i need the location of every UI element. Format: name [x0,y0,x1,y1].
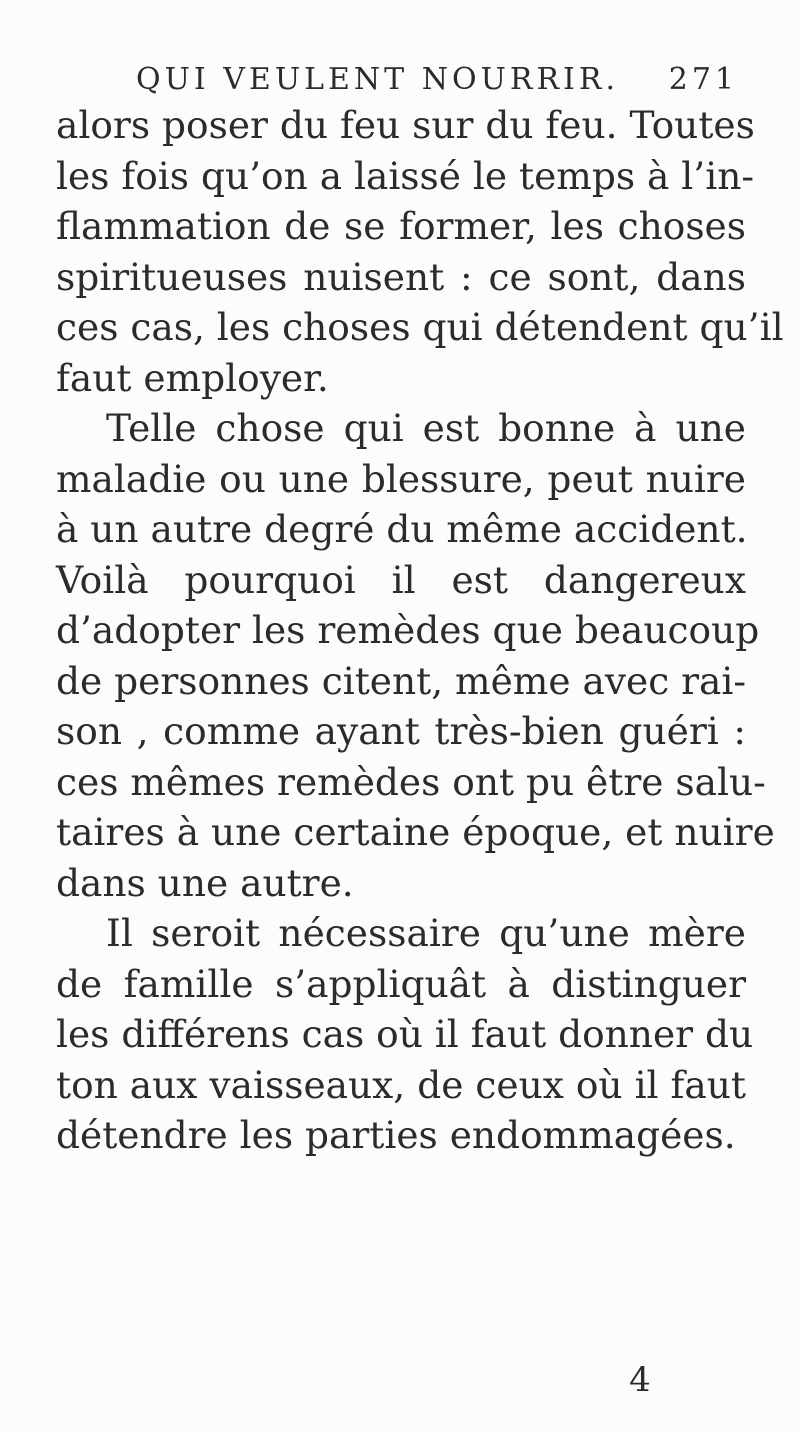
text-line: flammation de se former, les choses [56,204,746,248]
text-line: faut employer. [56,355,329,400]
text-line: alors poser du feu sur du feu. Toutes [56,103,755,147]
text-line: de famille s’appliquât à distinguer [56,961,746,1006]
text-line: maladie ou une blessure, peut nuire [56,456,746,501]
page-number: 271 [668,62,738,97]
text-line: ces mêmes remèdes ont pu être salu- [56,759,766,804]
text-line: ces cas, les choses qui détendent qu’il [56,305,784,349]
text-line: dans une autre. [56,860,354,905]
running-title: QUI VEULENT NOURRIR. [136,62,620,97]
text-line: Il seroit nécessaire qu’une mère [106,911,746,955]
running-head [136,62,738,102]
text-line: les différens cas où il faut donner du [56,1012,754,1056]
text-line: les fois qu’on a laissé le temps à l’in- [56,153,755,198]
text-line: détendre les parties endommagées. [56,1113,736,1157]
text-line: d’adopter les remèdes que beaucoup [56,608,760,652]
text-line: Voilà pourquoi il est dangereux [56,557,746,602]
text-line: Telle chose qui est bonne à une [106,406,746,450]
signature-mark: 4 [629,1360,651,1400]
text-line: spiritueuses nuisent : ce sont, dans [56,254,746,299]
text-line: ton aux vaisseaux, de ceux où il faut [56,1062,746,1107]
text-line: à un autre degré du même accident. [56,507,748,551]
body-text [56,100,784,1161]
text-line: de personnes citent, même avec rai- [56,658,747,703]
text-line: son , comme ayant très-bien guéri : [56,709,746,753]
text-line: taires à une certaine époque, et nuire [56,810,775,854]
